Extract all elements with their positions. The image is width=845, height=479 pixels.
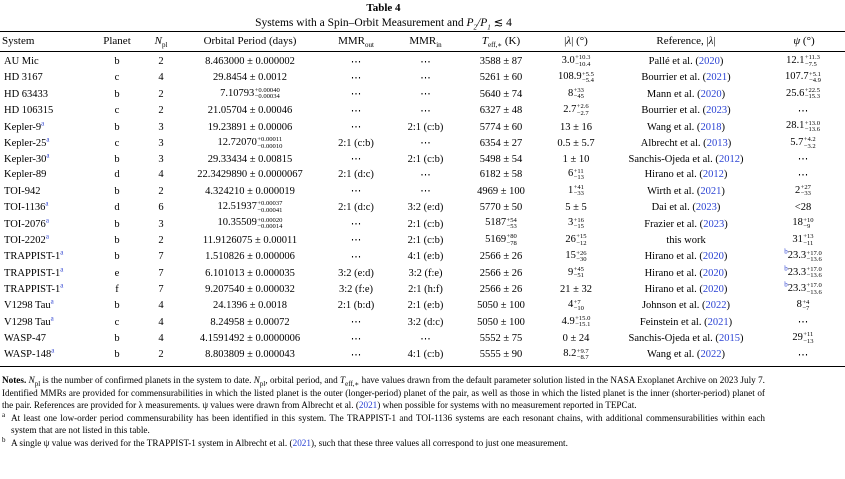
cell-planet: b [114,218,120,230]
cell-lambda: 4 +7 −10 [568,298,584,312]
footnote-b-text-1: A single ψ value was derived for the TRAPPIST-1 system in Albrecht et al. ( [11,438,293,449]
cell-teff: 5770 ± 50 [479,202,523,214]
footnote-ref-icon: a [60,248,64,257]
cell-system: TOI-2202$^a$ [4,232,49,246]
citation-link[interactable]: 2023 [695,202,717,214]
table-row [0,265,845,281]
table-row [0,70,845,86]
cell-npl: 4 [158,316,164,328]
notes-lead: Notes. [2,375,27,386]
footnote-ref-icon: a [45,199,49,208]
cell-mmr-in: ⋯ [420,72,431,84]
footnote-ref-icon: b [784,280,788,289]
cell-psi: ⋯ [797,169,809,181]
table-row [0,183,845,199]
cell-psi: 2 +27 −33 [795,184,811,198]
cell-system: V1298 Tau$^a$ [4,314,54,328]
citation-link[interactable]: 2021 [700,185,722,197]
cell-mmr-in: 2:1 (c:b) [407,153,444,165]
table-row [0,102,845,118]
data-table [0,31,845,367]
cell-psi: $^b$23.3 +17.0 −13.6 [784,264,822,280]
footnote-a [2,412,765,437]
cell-psi: 107.7 +5.1 −4.9 [785,70,821,85]
col-header-lambda: |λ| (°) [543,32,609,52]
cell-psi: ⋯ [797,105,809,117]
cell-orbital-period: 1.510826 ± 0.000006 [205,251,295,263]
cell-planet: c [114,137,120,149]
cell-lambda: 4.9 +15.0 −15.1 [561,314,591,329]
cell-psi: $^b$23.3 +17.0 −13.6 [784,247,822,263]
cell-mmr-out: ⋯ [350,251,362,263]
table-body [0,52,845,367]
cell-npl: 2 [158,234,164,246]
table-row [0,281,845,297]
citation-link[interactable]: 2020 [702,251,724,263]
cell-mmr-in: 2:1 (c:b) [407,218,444,230]
cell-psi: <28 [794,202,812,214]
footnote-ref-icon: b [784,264,788,272]
cell-orbital-period: 19.23891 ± 0.00006 [207,121,293,133]
cell-psi: 28.1 +13.0 −13.6 [785,119,821,134]
footnote-ref-icon: a [46,151,50,160]
cell-mmr-out: ⋯ [350,235,362,247]
table-number: Table 4 [366,2,401,14]
col-header-mmr-in: $MMR_{in}$ [392,32,459,52]
cell-npl: 3 [158,153,164,165]
cell-mmr-out: ⋯ [350,154,362,166]
cell-planet: b [114,349,120,361]
cell-npl: 2 [158,105,164,117]
cell-reference: Hirano et al. (2020) [644,267,728,279]
notes-main [2,374,765,412]
cell-mmr-out: ⋯ [350,105,362,117]
cell-orbital-period: 7.10793 +0.00040 −0.00034 [220,87,280,101]
header-row [0,32,845,52]
footnote-b-marker: b [2,436,6,445]
footnote-b-text-2: ), such that these three values all correspond to just one measurement. [310,438,568,449]
cell-orbital-period: 11.9126075 ± 0.00011 [202,234,298,246]
cell-orbital-period: 29.33434 ± 0.00815 [207,153,293,165]
cell-lambda: 15 +26 −30 [565,249,587,263]
cell-npl: 4 [158,72,164,84]
table-row [0,232,845,248]
table-subtitle-text: Systems with a Spin–Orbit Measurement and [255,17,467,29]
cell-planet: b [114,234,120,246]
cell-mmr-in: ⋯ [420,105,431,117]
cell-reference: Albrecht et al. (2013) [640,137,732,149]
cell-mmr-in: 2:1 (e:b) [407,300,444,312]
cell-system: Kepler-25$^a$ [4,135,50,149]
cell-mmr-in: ⋯ [420,169,431,181]
table-row [0,199,845,215]
cell-orbital-period: 4.324210 ± 0.000019 [205,185,295,197]
table-subtitle: Systems with a Spin–Orbit Measurement and $P_2/P_1$ ≲ 4 [255,17,512,32]
cell-lambda: 1 ± 10 [562,153,590,165]
citation-link[interactable]: 2023 [703,218,725,230]
cell-planet: c [114,316,120,328]
cell-npl: 4 [158,169,164,181]
cell-teff: 5261 ± 60 [479,72,523,84]
cell-reference: Hirano et al. (2012) [644,169,728,181]
table-head [0,32,845,52]
cell-lambda: 9 +45 −51 [568,265,584,280]
cell-mmr-out: ⋯ [350,186,362,198]
cell-psi: 8 +4 −7 [796,298,810,312]
notes-main-text: $N_{pl}$ is the number of confirmed planets in the system to date. $N_{pl}$, orbital period, and $T_{eff,∗}$ have values drawn from the default parameter solution listed in the NASA Exoplanet Archive on 2023 July 7. Identified MMRs are provided for commensurabilities in which the listed planet is the outer (longer-period) planet of the pair, as well as those in which the listed planet is the inner (shorter-period) planet of the pair. References are provided for λ measurements. ψ values were drawn from Albrecht et al. ( [2,375,765,411]
cell-mmr-in: 4:1 (e:b) [407,251,444,263]
citation-link[interactable]: 2020 [702,283,724,295]
cell-npl: 7 [158,267,164,279]
cell-mmr-in: 3:2 (f:e) [408,267,443,279]
cell-teff: 2566 ± 26 [479,251,523,263]
cell-psi: ⋯ [797,154,809,166]
table-row [0,347,845,363]
footnote-ref-icon: a [45,216,49,224]
footnote-a-text: At least one low-order period commensurability has been identified in this system. The TRAPPIST-1 and TOI-1136 systems are each resonant chains, with additional commensurabilities within each system that are not listed in this table. [11,412,765,436]
cell-system: Kepler-9$^a$ [4,119,45,133]
cell-planet: c [114,105,120,117]
cell-orbital-period: 10.35509 +0.00020 −0.00014 [217,216,283,231]
cell-psi: ⋯ [797,317,809,329]
cell-reference: Sanchis-Ojeda et al. (2012) [628,153,744,165]
col-header-psi: ψ (°) [763,32,845,52]
footnote-ref-icon: a [51,346,55,355]
table-notes [0,367,767,450]
cell-npl: 4 [158,333,164,345]
cell-mmr-out: 3:2 (e:d) [338,267,374,279]
cell-mmr-in: 2:1 (h:f) [408,283,443,295]
cell-lambda: 8 +33 −45 [568,87,584,101]
citation-link[interactable]: 2022 [705,300,727,312]
cell-system: V1298 Tau$^a$ [4,297,54,312]
cell-reference: Wirth et al. (2021) [647,185,725,197]
footnote-ref-icon: a [50,297,54,306]
cell-teff: 5555 ± 90 [479,349,523,361]
table-row [0,314,845,330]
cell-psi: 12.1 +11.3 −7.5 [786,54,820,68]
cell-reference: Johnson et al. (2022) [641,300,731,312]
cell-reference: Wang et al. (2022) [647,349,725,361]
cell-lambda: 108.9 +5.5 −5.4 [558,70,594,85]
cell-lambda: 13 ± 16 [559,121,592,133]
cell-system: WASP-148$^a$ [4,346,55,361]
cell-orbital-period: 12.51937 +0.00037 −0.00041 [217,200,283,214]
cell-mmr-out: 2:1 (b:d) [337,300,375,312]
cell-npl: 3 [158,121,164,133]
cell-reference: Bourrier et al. (2023) [641,105,731,117]
cell-planet: b [114,333,120,345]
cell-mmr-out: ⋯ [350,89,362,101]
cell-orbital-period: 21.05704 ± 0.00046 [207,105,293,117]
table-row [0,298,845,314]
cell-lambda: 21 ± 32 [559,283,592,295]
cell-lambda: 3.0 +10.3 −10.4 [561,54,591,68]
cell-teff: 2566 ± 26 [479,283,523,295]
cell-planet: b [114,88,120,100]
cell-lambda: 6 +11 −13 [568,167,584,182]
cell-psi: 29 +11 −13 [792,331,814,345]
cell-teff: 6182 ± 58 [479,169,523,181]
cell-reference: Pallé et al. (2020) [648,56,724,68]
table-row [0,152,845,167]
cell-mmr-in: ⋯ [420,186,431,198]
citation-link[interactable]: 2023 [706,105,728,117]
cell-system: TRAPPIST-1$^a$ [4,281,64,295]
cell-teff: 5774 ± 60 [479,121,523,133]
cell-psi: 5.7 +4.2 −3.2 [790,136,816,150]
cell-system: AU Mic [4,56,39,68]
cell-planet: b [114,153,120,165]
footnote-ref-icon: a [50,314,54,323]
cell-reference: Sanchis-Ojeda et al. (2015) [628,333,744,345]
cell-teff: 5187 +54 −53 [485,216,517,231]
cell-teff: 5050 ± 100 [477,300,525,312]
cell-reference: Mann et al. (2020) [646,88,726,100]
cell-psi: 25.6 +22.5 −15.3 [785,87,821,101]
cell-reference: Hirano et al. (2020) [644,251,728,263]
col-header-period: Orbital Period (days) [180,32,320,52]
cell-system: TOI-1136$^a$ [4,199,49,214]
citation-link[interactable]: 2012 [718,153,740,165]
cell-orbital-period: 12.72070 +0.00011 −0.00010 [217,136,283,150]
citation-link[interactable]: 2020 [700,88,722,100]
cell-teff: 3588 ± 87 [479,56,523,68]
cell-reference: Frazier et al. (2023) [644,218,728,230]
cell-npl: 6 [158,202,164,214]
cell-teff: 6354 ± 27 [479,137,523,149]
col-header-planet: Planet [92,32,142,52]
cell-system: TRAPPIST-1$^a$ [4,248,64,263]
cell-orbital-period: 24.1396 ± 0.0018 [212,300,287,312]
cell-orbital-period: 6.101013 ± 0.000035 [205,267,295,279]
cell-mmr-in: 3:2 (d:c) [407,316,444,328]
cell-orbital-period: 4.1591492 ± 0.0000006 [199,333,301,345]
cell-planet: b [114,251,120,263]
cell-system: WASP-47 [4,333,47,345]
footnote-ref-icon: a [60,265,64,274]
footnote-ref-icon: a [46,135,50,144]
cell-system: TOI-2076$^a$ [4,216,49,230]
footnote-b [2,437,765,450]
cell-teff: 4969 ± 100 [477,185,525,197]
cell-planet: d [114,202,120,214]
cell-mmr-out: 2:1 (d:c) [338,169,374,181]
cell-reference: Dai et al. (2023) [651,202,721,214]
table-bottom-rule [0,363,845,367]
cell-npl: 2 [158,88,164,100]
cell-mmr-in: ⋯ [420,56,431,68]
cell-lambda: 1 +41 −33 [568,184,584,198]
cell-npl: 3 [158,137,164,149]
cell-orbital-period: 29.8454 ± 0.0012 [212,72,287,84]
col-header-mmr-out: $MMR_{out}$ [320,32,392,52]
cell-reference: Hirano et al. (2020) [644,283,728,295]
cell-npl: 7 [158,251,164,263]
cell-lambda: 26 +15 −12 [565,233,587,247]
cell-mmr-in: ⋯ [420,333,431,345]
cell-system: HD 106315 [4,105,54,117]
cell-lambda: 0.5 ± 5.7 [557,137,595,149]
subtitle-math: $P_2/P_1$ [466,17,491,32]
citation-link[interactable]: 2015 [718,333,740,345]
cell-system: Kepler-89 [4,169,47,181]
cell-lambda: 8.2 +9.7 −8.7 [563,347,589,362]
cell-mmr-in: 4:1 (c:b) [407,349,444,361]
cell-mmr-in: ⋯ [420,138,431,150]
cell-reference: Feinstein et al. (2021) [639,316,733,328]
cell-teff: 6327 ± 48 [479,105,523,117]
cell-lambda: 0 ± 24 [562,333,590,345]
cell-system: TRAPPIST-1$^a$ [4,265,64,279]
cell-npl: 2 [158,56,164,68]
col-header-reference: Reference, |λ| [609,32,763,52]
cell-orbital-period: 22.3429890 ± 0.0000067 [197,169,303,181]
cell-planet: b [114,300,120,312]
table-row [0,135,845,151]
cell-mmr-in: 3:2 (e:d) [407,202,444,214]
cell-psi: 18 +10 −9 [792,216,814,231]
cell-npl: 3 [158,218,164,230]
citation-link[interactable]: 2021 [707,316,729,328]
cell-mmr-out: ⋯ [350,122,362,134]
footnote-a-marker: a [2,410,6,419]
cell-planet: b [114,56,120,68]
notes-main-text-2: ) when possible for systems with no measurement reported in TEPCat. [377,400,637,411]
cell-planet: c [114,72,120,84]
citation-link[interactable]: 2012 [702,169,724,181]
cell-planet: b [114,185,120,197]
cell-mmr-out: ⋯ [350,349,362,361]
cell-psi: 31 +13 −11 [792,233,814,247]
cell-mmr-in: 2:1 (c:b) [407,234,444,246]
footnote-ref-icon: a [45,232,49,241]
cell-teff: 2566 ± 26 [479,267,523,279]
cell-reference: this work [666,234,706,246]
cell-psi: ⋯ [797,349,809,361]
cell-teff: 5498 ± 54 [479,153,523,165]
cell-planet: f [115,283,119,295]
col-header-system: System [0,32,92,52]
table-row [0,119,845,135]
cell-mmr-in: 2:1 (c:b) [407,121,444,133]
citation-link[interactable]: 2020 [702,267,724,279]
cell-mmr-out: ⋯ [350,333,362,345]
table-row [0,167,845,183]
cell-system: TOI-942 [4,185,41,197]
cell-npl: 2 [158,185,164,197]
cell-mmr-out: 3:2 (f:e) [338,283,374,295]
cell-planet: d [114,169,120,181]
footnote-b-citation[interactable]: 2021 [292,438,311,449]
cell-psi: $^b$23.3 +17.0 −13.6 [784,280,822,296]
table-row [0,330,845,346]
citation-link[interactable]: 2021 [706,72,728,84]
table-row [0,52,845,70]
citation-link[interactable]: 2020 [698,56,720,68]
table-row [0,86,845,102]
cell-mmr-out: 2:1 (c:b) [338,137,374,149]
cell-orbital-period: 8.803809 ± 0.000043 [205,349,295,361]
cell-lambda: 5 ± 5 [565,202,587,214]
cell-mmr-out: ⋯ [350,72,362,84]
table-caption [0,0,767,31]
cell-teff: 5552 ± 75 [479,333,523,345]
cell-mmr-out: ⋯ [350,56,362,68]
cell-planet: b [114,121,120,133]
cell-orbital-period: 9.207540 ± 0.000032 [205,283,295,295]
cell-reference: Bourrier et al. (2021) [641,72,731,84]
cell-system: Kepler-30$^a$ [4,151,50,165]
cell-reference: Wang et al. (2018) [647,121,725,133]
table-row [0,216,845,232]
cell-system: HD 3167 [4,72,43,84]
notes-main-citation[interactable]: 2021 [358,400,378,411]
cell-mmr-out: ⋯ [350,219,362,230]
cell-teff: 5169 +80 −78 [485,233,517,247]
footnote-ref-icon: b [784,247,788,256]
table-row [0,249,845,265]
col-header-teff: $T_{eff,∗}$ (K) [459,32,543,52]
cell-teff: 5050 ± 100 [477,316,525,328]
cell-npl: 7 [158,283,164,295]
footnote-ref-icon: a [41,119,45,128]
cell-mmr-out: ⋯ [350,317,362,329]
cell-system: HD 63433 [4,88,49,100]
cell-orbital-period: 8.463000 ± 0.000002 [205,56,295,68]
cell-mmr-in: ⋯ [420,89,431,101]
cell-teff: 5640 ± 74 [479,88,523,100]
cell-lambda: 3 +16 −15 [568,216,584,231]
cell-npl: 4 [158,300,164,312]
citation-link[interactable]: 2018 [700,121,722,133]
cell-planet: e [114,267,120,279]
cell-npl: 2 [158,349,164,361]
citation-link[interactable]: 2013 [706,137,728,149]
cell-lambda: 2.7 +2.6 −2.7 [563,103,589,117]
cell-orbital-period: 8.24958 ± 0.00072 [210,316,290,328]
citation-link[interactable]: 2022 [700,349,722,361]
cell-mmr-out: 2:1 (d:c) [338,202,374,214]
footnote-ref-icon: a [60,281,64,290]
col-header-npl: $N_{pl}$ [142,32,180,52]
